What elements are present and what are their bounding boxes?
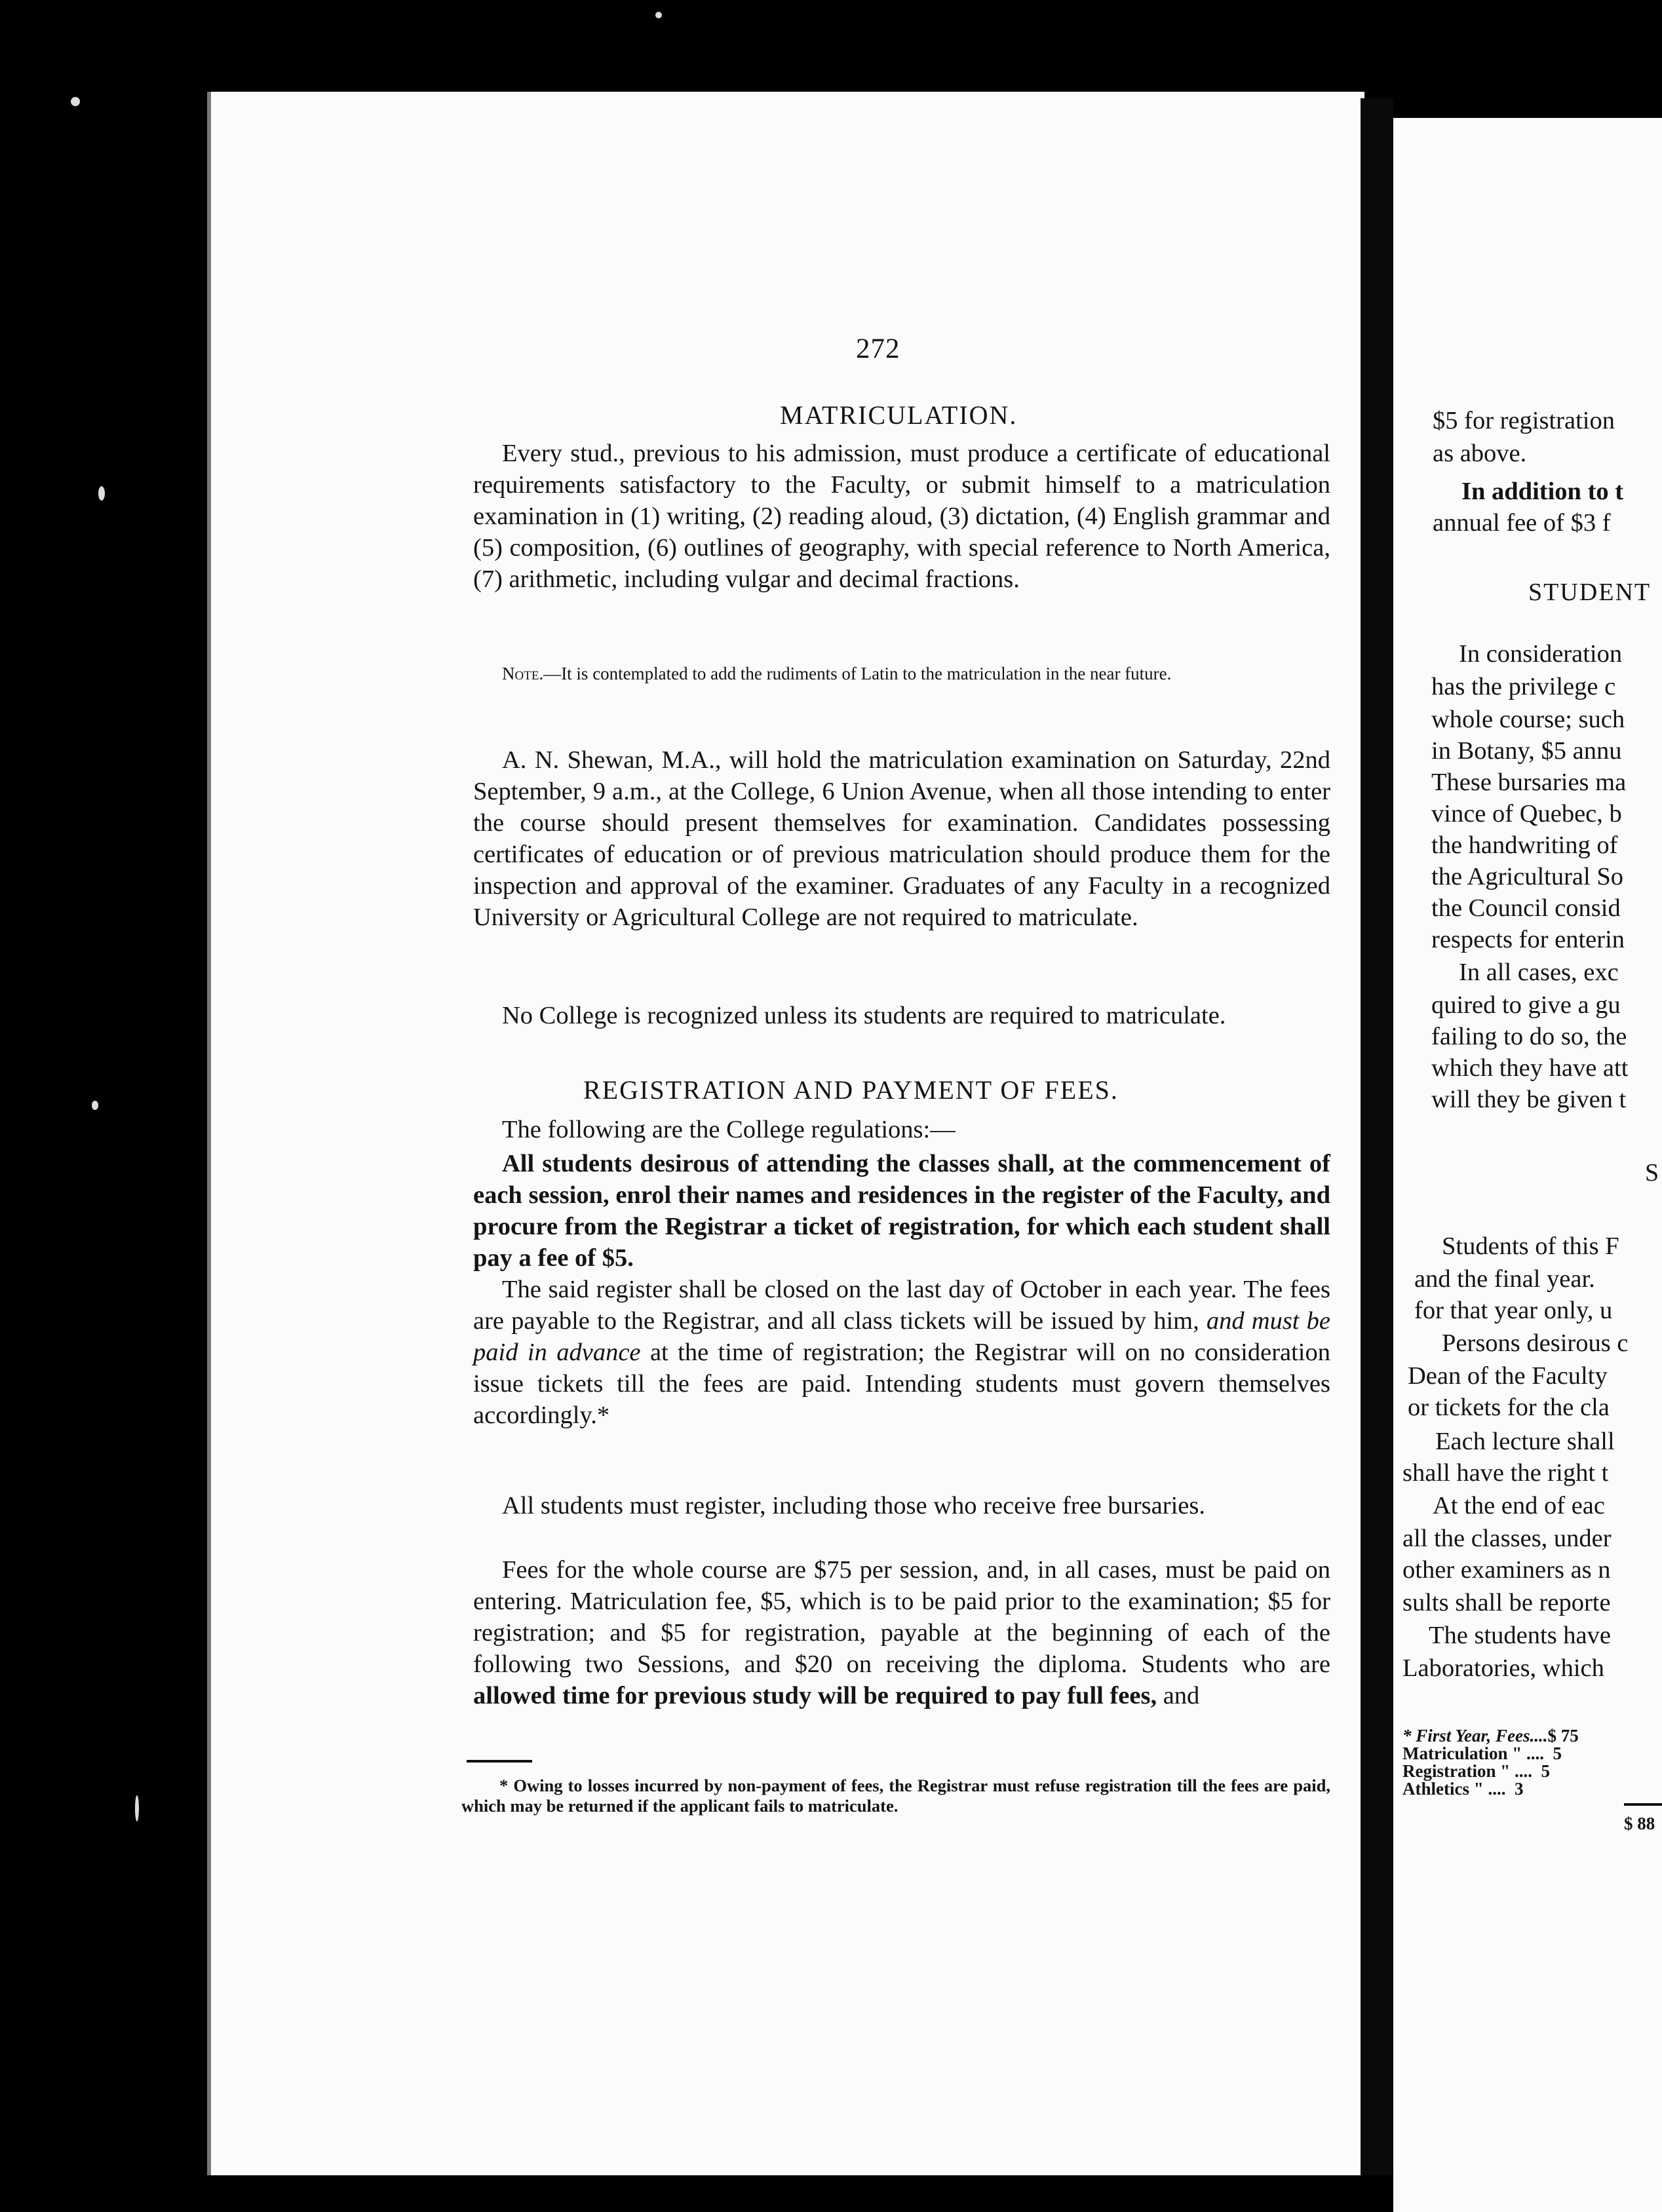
fees-bold: allowed time for previous study will be required to pay full fees, xyxy=(473,1682,1157,1709)
right-line: respects for enterin xyxy=(1431,926,1625,953)
fee-row xyxy=(1402,1745,1579,1763)
matriculation-heading: MATRICULATION. xyxy=(780,400,1018,430)
right-page xyxy=(1393,118,1662,2212)
right-line: Students of this F xyxy=(1442,1232,1619,1260)
right-line: Each lecture shall xyxy=(1435,1428,1615,1455)
fee-label: Athletics " .... xyxy=(1402,1779,1506,1799)
right-line: and the final year. xyxy=(1414,1265,1595,1293)
fee-label: Matriculation " .... xyxy=(1402,1744,1544,1763)
footnote-rule xyxy=(467,1760,532,1763)
right-line: vince of Quebec, b xyxy=(1431,800,1622,828)
registration-heading: REGISTRATION AND PAYMENT OF FEES. xyxy=(583,1075,1119,1105)
right-heading-s: S xyxy=(1645,1159,1661,1187)
scan-speck xyxy=(135,1795,139,1821)
fee-label: * First Year, Fees.... xyxy=(1402,1726,1548,1745)
fee-total-rule xyxy=(1624,1803,1662,1806)
note-text: —It is contemplated to add the rudiments of Latin to the matriculation in the near future. xyxy=(543,664,1172,683)
examiner-paragraph: A. N. Shewan, M.A., will hold the matriculation examination on Saturday, 22nd September, 9 a.m., at the College, 6 Union Avenue, when all those intending to enter the course should present themselves for examination. Candidates possessing certificates of education or of previous matriculation should produce them for the inspection and approval of the examiner. Graduates of any Faculty in a recognized University or Agricultural College are not required to matriculate. xyxy=(473,746,1330,931)
right-line: Dean of the Faculty xyxy=(1408,1362,1608,1390)
right-line: In consideration xyxy=(1459,640,1623,668)
matriculation-paragraph: Every stud., previous to his admission, must produce a certificate of educational requirements satisfactory to the Faculty, or submit himself to a matriculation examination in (1) writing, (2) reading aloud, (3) dictation, (4) English grammar and (5) composition, (6) outlines of geography, with special reference to North America, (7) arithmetic, including vulgar and decimal fractions. xyxy=(473,440,1330,593)
page-gutter xyxy=(1361,98,1393,2175)
right-line: or tickets for the cla xyxy=(1408,1394,1610,1421)
fee-total: $ 88 xyxy=(1624,1814,1655,1833)
all-register-paragraph: All students must register, including those who receive free bursaries. xyxy=(502,1492,1205,1519)
fees-text-1: Fees for the whole course are $75 per session, and, in all cases, must be paid on entering. Matriculation fee, $5, which is to be paid prior to the examination; $5 for registration; and $5 for registration, payable at the beginning of each of the following two Sessions, and $20 on receiving the diploma. Students who are xyxy=(473,1556,1330,1678)
right-line: These bursaries ma xyxy=(1431,769,1627,796)
right-line: in Botany, $5 annu xyxy=(1431,737,1622,765)
right-line: The students have xyxy=(1429,1622,1611,1649)
note-paragraph xyxy=(473,663,1330,685)
regulation-enrol: All students desirous of attending the classes shall, at the commencement of each session, enrol their names and residences in the register of the Faculty, and procure from the Registrar a ticket of registration, for which each student shall pay a fee of $5. xyxy=(473,1150,1330,1272)
fee-table xyxy=(1402,1727,1579,1798)
fee-label: Registration " .... xyxy=(1402,1761,1532,1781)
right-line: In all cases, exc xyxy=(1459,959,1619,986)
right-line: $5 for registration xyxy=(1433,407,1615,434)
right-line: the handwriting of xyxy=(1431,831,1618,859)
right-line: whole course; such xyxy=(1431,706,1625,733)
right-line: which they have att xyxy=(1431,1054,1629,1082)
fee-row xyxy=(1402,1780,1579,1798)
right-line: Persons desirous c xyxy=(1442,1329,1629,1357)
right-line: In addition to t xyxy=(1461,478,1624,505)
right-line: shall have the right t xyxy=(1402,1459,1609,1487)
fee-amount: $ 75 xyxy=(1547,1726,1579,1745)
regulations-intro: The following are the College regulations:— xyxy=(502,1116,956,1143)
right-line: sults shall be reporte xyxy=(1402,1589,1611,1616)
recognized-paragraph: No College is recognized unless its students are required to matriculate. xyxy=(502,1002,1226,1029)
right-line: has the privilege c xyxy=(1431,673,1616,700)
right-line: will they be given t xyxy=(1431,1086,1627,1113)
right-line: as above. xyxy=(1433,440,1527,467)
right-line: quired to give a gu xyxy=(1431,991,1621,1019)
right-line: failing to do so, the xyxy=(1431,1023,1627,1050)
scan-speck xyxy=(71,97,80,106)
right-line: the Agricultural So xyxy=(1431,863,1623,890)
fees-text-2: and xyxy=(1157,1682,1200,1709)
fees-paragraph xyxy=(473,1554,1330,1711)
register-closed-paragraph xyxy=(473,1274,1330,1431)
fee-row xyxy=(1402,1763,1579,1780)
right-line: the Council consid xyxy=(1431,894,1621,922)
page-number: 272 xyxy=(856,334,900,364)
fee-amount: 3 xyxy=(1514,1779,1524,1799)
register-closed-italic: and must be paid in advance xyxy=(473,1307,1330,1366)
right-line: other examiners as n xyxy=(1402,1556,1611,1584)
right-line: Laboratories, which xyxy=(1402,1654,1604,1682)
register-closed-text-2: at the time of registration; the Registrar will on no consideration issue tickets till the fees are paid. Intending students must govern themselves accordingly.* xyxy=(473,1339,1330,1429)
fee-amount: 5 xyxy=(1553,1744,1562,1763)
scan-speck xyxy=(655,12,662,18)
right-line: annual fee of $3 f xyxy=(1433,509,1611,537)
right-line: all the classes, under xyxy=(1402,1525,1612,1552)
right-line: for that year only, u xyxy=(1414,1297,1613,1324)
register-closed-text-1: The said register shall be closed on the last day of October in each year. The fees are payable to the Registrar, and all class tickets will be issued by him, xyxy=(473,1276,1330,1335)
fee-row xyxy=(1402,1727,1579,1745)
fee-amount: 5 xyxy=(1541,1761,1550,1781)
note-label: Note. xyxy=(502,664,544,683)
scan-speck xyxy=(92,1101,98,1110)
scan-speck xyxy=(98,486,105,501)
footnote: * Owing to losses incurred by non-payment of fees, the Registrar must refuse registration till the fees are paid, which may be returned if the applicant fails to matriculate. xyxy=(461,1776,1330,1816)
right-line: At the end of eac xyxy=(1433,1492,1605,1519)
right-heading-student: STUDENT xyxy=(1528,579,1652,606)
